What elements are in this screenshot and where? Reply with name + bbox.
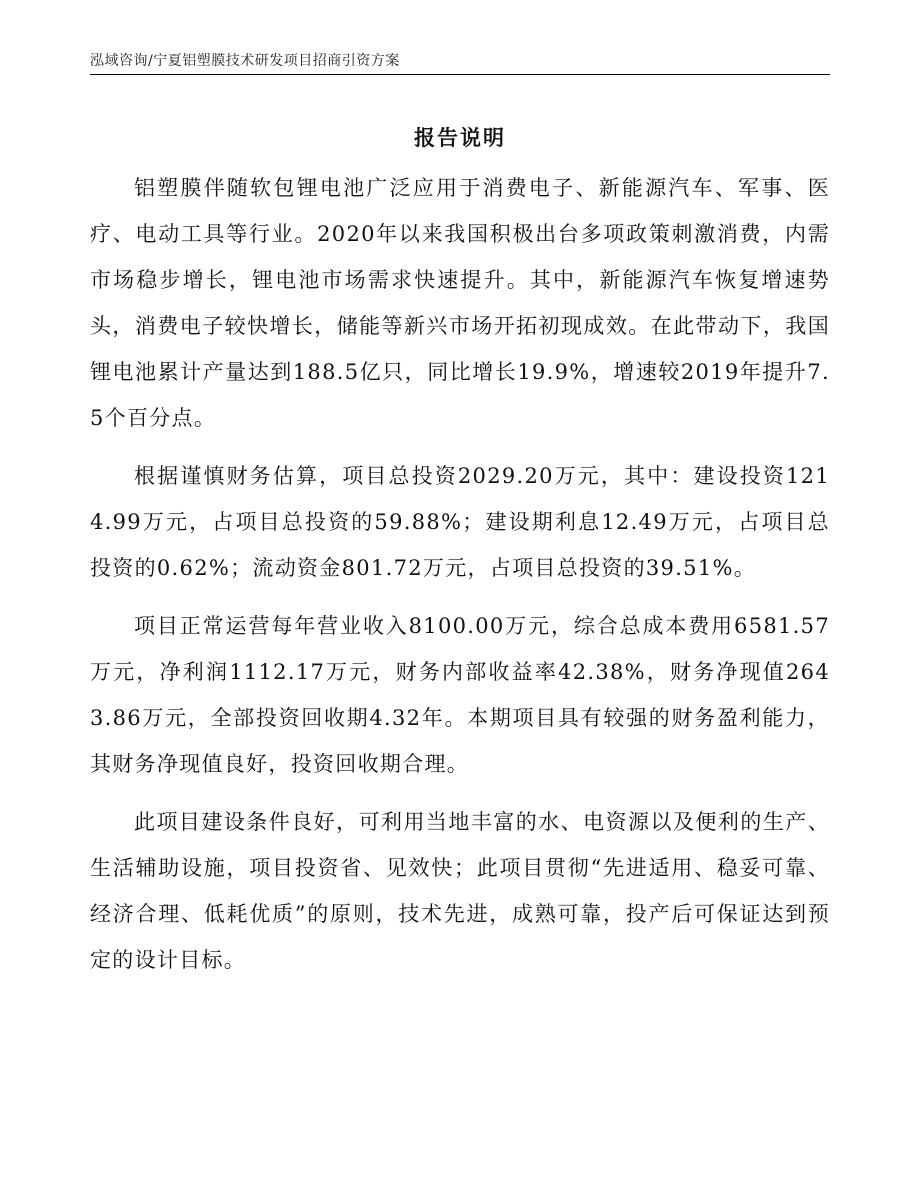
paragraph-investment-estimate: 根据谨慎财务估算，项目总投资2029.20万元，其中：建设投资1214.99万元，占项目总投资的59.88%；建设期利息12.49万元，占项目总投资的0.62%；流动资金801.72万元，占项目总投资的39.51%。 <box>90 464 830 580</box>
header-divider <box>90 74 830 75</box>
report-body <box>90 165 830 995</box>
running-header: 泓域咨询/宁夏铝塑膜技术研发项目招商引资方案 <box>90 53 400 69</box>
paragraph-construction-conditions: 此项目建设条件良好，可利用当地丰富的水、电资源以及便利的生产、生活辅助设施，项目投资省、见效快；此项目贯彻“先进适用、稳妥可靠、经济合理、低耗优质”的原则，技术先进，成熟可靠，投产后可保证达到预定的设计目标。 <box>90 810 830 972</box>
page-title: 报告说明 <box>414 126 506 150</box>
paragraph-financial-returns: 项目正常运营每年营业收入8100.00万元，综合总成本费用6581.57万元，净利润1112.17万元，财务内部收益率42.38%，财务净现值2643.86万元，全部投资回收期4.32年。本期项目具有较强的财务盈利能力，其财务净现值良好，投资回收期合理。 <box>90 614 830 776</box>
paragraph-industry-background: 铝塑膜伴随软包锂电池广泛应用于消费电子、新能源汽车、军事、医疗、电动工具等行业。2020年以来我国积极出台多项政策刺激消费，内需市场稳步增长，锂电池市场需求快速提升。其中，新能源汽车恢复增速势头，消费电子较快增长，储能等新兴市场开拓初现成效。在此带动下，我国锂电池累计产量达到188.5亿只，同比增长19.9%，增速较2019年提升7.5个百分点。 <box>90 176 830 430</box>
